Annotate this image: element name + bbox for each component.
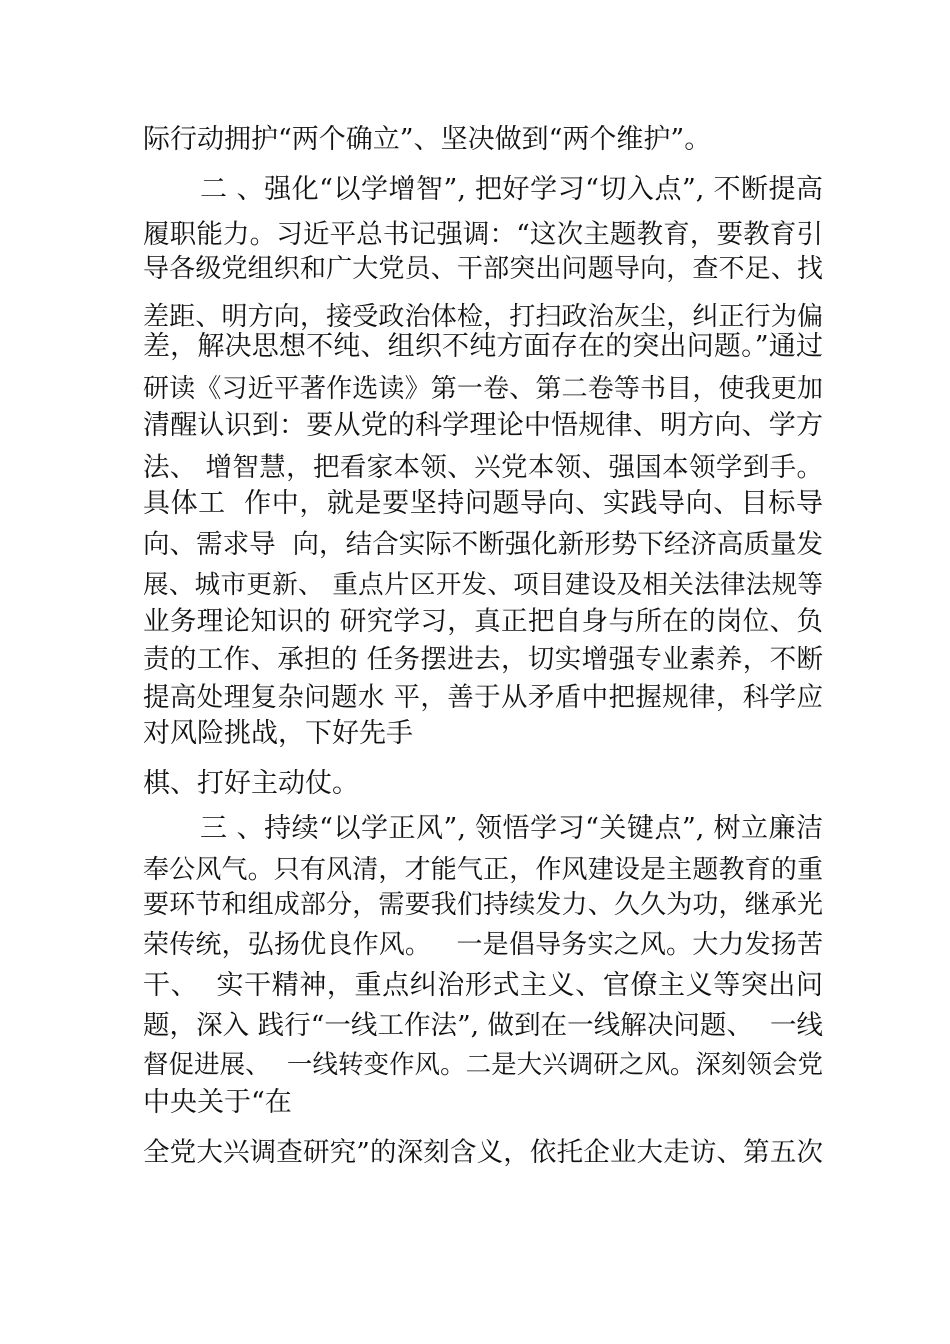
text-line: 中央关于“在 (143, 1087, 292, 1118)
text-line: 业务理论知识的 研究学习，真正把自身与所在的岗位、负 (143, 606, 823, 637)
text-line: 奉公风气。只有风清，才能气正，作风建设是主题教育的重 (143, 855, 823, 885)
text-line: 导各级党组织和广大党员、干部突出问题导向，查不足、找 (143, 254, 823, 284)
text-line: 全党大兴调查研究”的深刻含义，依托企业大走访、第五次 (143, 1137, 823, 1168)
text-line: 要环节和组成部分，需要我们持续发力、久久为功，继承光 (143, 890, 823, 920)
text-line: 清醒认识到：要从党的科学理论中悟规律、明方向、学方 (143, 410, 823, 441)
text-line: 履职能力。习近平总书记强调：“这次主题教育，要教育引 (143, 219, 823, 250)
text-line: 责的工作、承担的 任务摆进去，切实增强专业素养，不断 (143, 644, 823, 675)
text-line: 干、 实干精神，重点纠治形式主义、官僚主义等突出问 (143, 970, 823, 1001)
text-line: 展、城市更新、 重点片区开发、项目建设及相关法律法规等 (143, 570, 823, 600)
text-line: 差，解决思想不纯、组织不纯方面存在的突出问题。”通过 (143, 331, 823, 362)
text-line: 荣传统，弘扬优良作风。 一是倡导务实之风。大力发扬苦 (143, 930, 823, 960)
section-heading-line: 二 、强化“以学增智”, 把好学习“切入点”, 不断提高 (200, 174, 823, 205)
text-line: 向、需求导 向，结合实际不断强化新形势下经济高质量发 (143, 529, 823, 560)
text-line: 差距、明方向，接受政治体检，打扫政治灰尘，纠正行为偏 (143, 302, 823, 332)
section-heading-line: 三 、持续“以学正风”, 领悟学习“关键点”, 树立廉洁 (200, 813, 823, 844)
text-line: 际行动拥护“两个确立”、坚决做到“两个维护”。 (143, 124, 712, 155)
text-line: 研读《习近平著作选读》第一卷、第二卷等书目，使我更加 (143, 374, 823, 404)
text-line: 棋、打好主动仗。 (143, 768, 359, 799)
text-line: 法、 增智慧，把看家本领、兴党本领、强国本领学到手。 (143, 452, 823, 483)
text-line: 题，深入 践行“一线工作法”, 做到在一线解决问题、 一线 (143, 1010, 823, 1041)
text-line: 提高处理复杂问题水 平，善于从矛盾中把握规律，科学应 (143, 682, 823, 713)
text-line: 督促进展、 一线转变作风。二是大兴调研之风。深刻领会党 (143, 1050, 823, 1080)
text-line: 具体工 作中，就是要坚持问题导向、实践导向、目标导 (143, 488, 823, 519)
text-line: 对风险挑战，下好先手 (143, 718, 413, 749)
